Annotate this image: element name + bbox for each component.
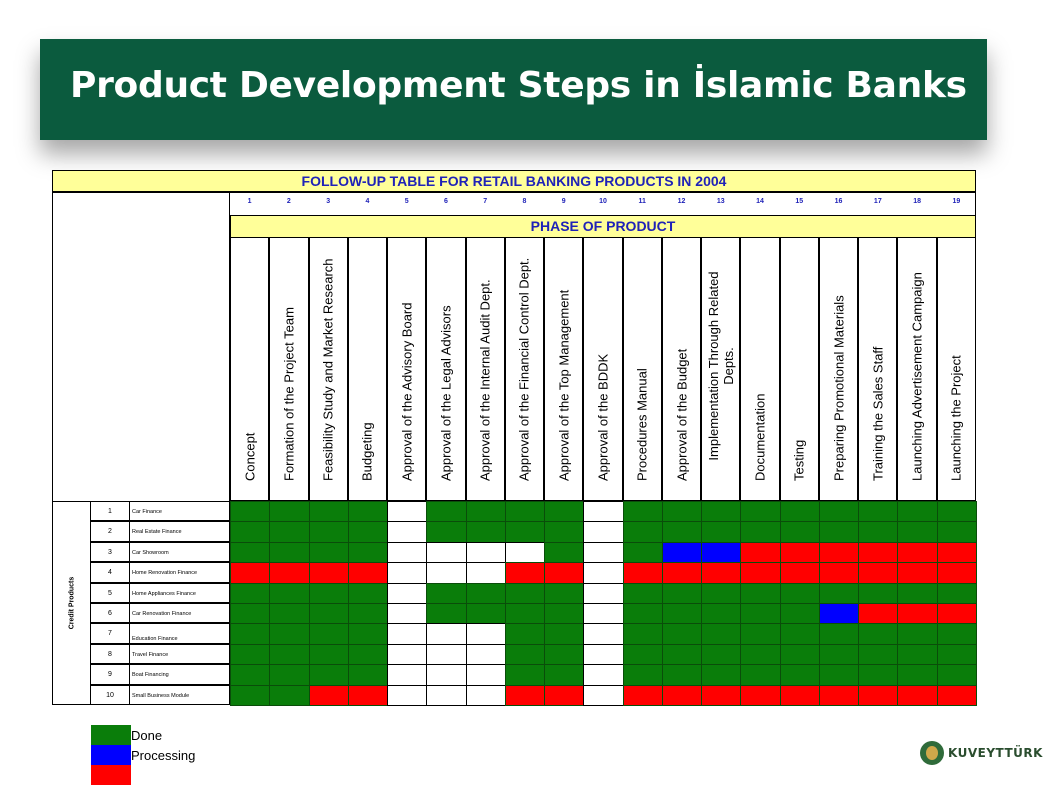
status-cell [309, 562, 349, 583]
row-product-name: Travel Finance [130, 644, 230, 664]
status-cell [740, 685, 780, 706]
status-cell [387, 583, 427, 604]
status-cell [466, 501, 506, 522]
status-cell [544, 603, 584, 624]
status-cell [348, 542, 388, 563]
legend-swatch [91, 765, 131, 785]
status-cell [623, 583, 663, 604]
title-bar [40, 39, 987, 140]
column-header-label: Concept [242, 432, 258, 481]
status-cell [348, 562, 388, 583]
slide-title: Product Development Steps in İslamic Banks [70, 65, 967, 106]
status-cell [819, 583, 859, 604]
status-cell [740, 501, 780, 522]
status-cell [662, 562, 702, 583]
status-cell [426, 501, 466, 522]
status-cell [897, 562, 937, 583]
status-cell [348, 521, 388, 542]
status-cell [426, 644, 466, 665]
status-cell [780, 644, 820, 665]
status-cell [348, 583, 388, 604]
status-cell [937, 664, 977, 685]
status-cell [466, 664, 506, 685]
column-number: 11 [638, 198, 646, 205]
status-cell [662, 685, 702, 706]
status-cell [309, 664, 349, 685]
status-cell [387, 664, 427, 685]
status-cell [662, 603, 702, 624]
row-product-name: Home Renovation Finance [130, 562, 230, 582]
legend-label: Done [131, 728, 163, 743]
column-header-label: Approval of the Budget [674, 348, 690, 481]
column-number: 2 [286, 198, 291, 205]
status-cell [269, 521, 309, 542]
status-cell [897, 664, 937, 685]
column-number: 12 [677, 198, 686, 205]
category-column [52, 501, 91, 705]
status-cell [269, 562, 309, 583]
status-cell [544, 583, 584, 604]
status-cell [937, 521, 977, 542]
column-number: 6 [443, 198, 448, 205]
logo-text: KUVEYTTÜRK [948, 746, 1043, 760]
status-cell [623, 603, 663, 624]
row-product-name: Car Renovation Finance [130, 603, 230, 623]
status-cell [662, 542, 702, 563]
row-number: 3 [91, 542, 130, 562]
status-cell [780, 501, 820, 522]
column-header [505, 238, 544, 501]
status-cell [897, 685, 937, 706]
status-cell [309, 501, 349, 522]
status-cell [858, 623, 898, 644]
status-cell [426, 603, 466, 624]
status-cell [937, 603, 977, 624]
status-cell [583, 562, 623, 583]
row-number: 4 [91, 562, 130, 582]
follow-up-table [52, 170, 976, 705]
row-number: 9 [91, 664, 130, 684]
status-cell [623, 685, 663, 706]
status-cell [701, 603, 741, 624]
column-number: 8 [522, 198, 527, 205]
column-header [701, 238, 740, 501]
status-cell [426, 685, 466, 706]
status-cell [897, 603, 937, 624]
column-number: 15 [795, 198, 804, 205]
status-cell [230, 623, 270, 644]
status-cell [740, 664, 780, 685]
status-cell [426, 562, 466, 583]
status-cell [780, 542, 820, 563]
status-cell [544, 685, 584, 706]
status-cell [858, 542, 898, 563]
column-header [426, 238, 465, 501]
column-number: 16 [834, 198, 843, 205]
status-cell [819, 623, 859, 644]
status-cell [387, 623, 427, 644]
column-header-label: Approval of the Advisory Board [399, 302, 415, 481]
status-cell [309, 521, 349, 542]
column-header-label: Launching Advertisement Campaign [909, 272, 925, 481]
column-header [348, 238, 387, 501]
status-cell [269, 501, 309, 522]
column-header-label: Formation of the Project Team [281, 307, 297, 481]
status-cell [230, 583, 270, 604]
status-cell [937, 562, 977, 583]
status-cell [230, 542, 270, 563]
status-cell [230, 644, 270, 665]
status-cell [701, 623, 741, 644]
status-cell [623, 664, 663, 685]
column-header [662, 238, 701, 501]
status-cell [897, 542, 937, 563]
column-header [897, 238, 936, 501]
status-cell [780, 603, 820, 624]
status-cell [937, 623, 977, 644]
status-cell [466, 623, 506, 644]
status-cell [780, 685, 820, 706]
status-cell [780, 583, 820, 604]
row-number: 6 [91, 603, 130, 623]
status-cell [740, 623, 780, 644]
status-cell [937, 685, 977, 706]
status-cell [387, 644, 427, 665]
status-cell [269, 664, 309, 685]
column-header-label: Preparing Promotional Materials [831, 295, 847, 481]
status-cell [662, 623, 702, 644]
status-cell [897, 644, 937, 665]
status-cell [780, 521, 820, 542]
status-cell [505, 664, 545, 685]
legend-swatch [91, 745, 131, 765]
status-cell [819, 562, 859, 583]
status-cell [544, 501, 584, 522]
status-cell [505, 542, 545, 563]
status-cell [858, 562, 898, 583]
status-cell [387, 603, 427, 624]
column-header [623, 238, 662, 501]
status-cell [858, 685, 898, 706]
row-number: 2 [91, 521, 130, 541]
status-cell [387, 685, 427, 706]
status-cell [269, 644, 309, 665]
status-cell [740, 562, 780, 583]
status-cell [505, 521, 545, 542]
status-cell [937, 583, 977, 604]
status-cell [623, 521, 663, 542]
status-cell [819, 644, 859, 665]
column-header-label: Documentation [752, 393, 768, 481]
status-cell [309, 644, 349, 665]
status-cell [269, 623, 309, 644]
row-number: 1 [91, 501, 130, 521]
status-cell [701, 685, 741, 706]
status-cell [937, 501, 977, 522]
column-header-label: Launching the Project [948, 355, 964, 481]
status-cell [937, 644, 977, 665]
status-cell [544, 623, 584, 644]
status-cell [505, 501, 545, 522]
column-number: 13 [716, 198, 725, 205]
status-cell [819, 685, 859, 706]
status-cell [505, 562, 545, 583]
row-number: 10 [91, 685, 130, 705]
status-cell [780, 562, 820, 583]
legend-item [91, 725, 241, 745]
status-cell [662, 521, 702, 542]
status-cell [426, 583, 466, 604]
status-cell [662, 501, 702, 522]
status-cell [348, 623, 388, 644]
column-number: 9 [561, 198, 566, 205]
column-header [309, 238, 348, 501]
column-number: 18 [913, 198, 921, 205]
status-cell [309, 603, 349, 624]
status-cell [819, 603, 859, 624]
status-cell [583, 521, 623, 542]
status-cell [740, 521, 780, 542]
phase-label: PHASE OF PRODUCT [230, 215, 976, 238]
status-cell [309, 542, 349, 563]
status-cell [269, 583, 309, 604]
table-left-header-area [52, 192, 230, 501]
status-cell [740, 583, 780, 604]
row-product-name: Home Appliances Finance [130, 583, 230, 603]
row-number: 8 [91, 644, 130, 664]
status-cell [858, 501, 898, 522]
status-cell [583, 603, 623, 624]
status-cell [740, 542, 780, 563]
row-product-name: Small Business Module [130, 685, 230, 705]
column-header-label: Approval of the BDDK [595, 353, 611, 481]
column-header [466, 238, 505, 501]
status-cell [426, 542, 466, 563]
status-cell [466, 685, 506, 706]
column-number: 1 [247, 198, 252, 205]
column-header-label: Testing [791, 439, 807, 481]
status-cell [858, 583, 898, 604]
row-product-name: Car Showroom [130, 542, 230, 562]
status-cell [230, 521, 270, 542]
legend-item [91, 765, 241, 785]
column-number: 17 [873, 198, 882, 205]
status-cell [348, 685, 388, 706]
status-cell [426, 521, 466, 542]
column-header [937, 238, 976, 501]
status-cell [583, 542, 623, 563]
column-header [740, 238, 779, 501]
status-cell [583, 685, 623, 706]
status-cell [858, 644, 898, 665]
column-header-label: Approval of the Top Management [556, 289, 572, 481]
status-cell [348, 603, 388, 624]
status-cell [701, 583, 741, 604]
status-cell [623, 562, 663, 583]
status-cell [309, 583, 349, 604]
row-number: 5 [91, 583, 130, 603]
status-cell [505, 583, 545, 604]
status-cell [269, 603, 309, 624]
column-header [387, 238, 426, 501]
status-cell [309, 623, 349, 644]
status-cell [230, 685, 270, 706]
legend-item [91, 745, 241, 765]
row-product-name: Car Finance [130, 501, 230, 521]
status-cell [623, 501, 663, 522]
column-header [858, 238, 897, 501]
status-cell [387, 521, 427, 542]
status-cell [544, 644, 584, 665]
column-header-label: Budgeting [359, 422, 375, 481]
status-cell [387, 562, 427, 583]
status-cell [897, 521, 937, 542]
column-header-label: Training the Sales Staff [870, 346, 886, 481]
status-cell [505, 603, 545, 624]
status-cell [623, 623, 663, 644]
status-cell [544, 542, 584, 563]
status-cell [819, 664, 859, 685]
status-cell [269, 542, 309, 563]
status-cell [858, 664, 898, 685]
column-header [780, 238, 819, 501]
status-cell [897, 623, 937, 644]
column-header [583, 238, 622, 501]
column-number: 7 [483, 198, 488, 205]
status-cell [466, 603, 506, 624]
column-number: 14 [756, 198, 764, 205]
status-cell [662, 583, 702, 604]
status-cell [897, 501, 937, 522]
status-cell [230, 501, 270, 522]
status-cell [583, 644, 623, 665]
category-label: Credit Products [68, 576, 75, 630]
status-cell [701, 562, 741, 583]
status-cell [583, 664, 623, 685]
status-cell [387, 501, 427, 522]
column-number: 5 [404, 198, 409, 205]
status-cell [701, 501, 741, 522]
column-header-label: Procedures Manual [634, 368, 650, 481]
column-header-label: Implementation Through Related Depts. [705, 271, 736, 461]
status-cell [348, 664, 388, 685]
status-cell [309, 685, 349, 706]
status-cell [819, 542, 859, 563]
column-number: 4 [365, 198, 370, 205]
status-cell [426, 623, 466, 644]
status-cell [583, 623, 623, 644]
status-cell [230, 664, 270, 685]
column-header [269, 238, 308, 501]
status-cell [583, 501, 623, 522]
column-header-label: Feasibility Study and Market Research [320, 258, 336, 481]
status-cell [701, 644, 741, 665]
status-cell [230, 562, 270, 583]
column-header-label: Approval of the Internal Audit Dept. [477, 279, 493, 481]
legend-label: Processing [131, 748, 196, 763]
status-cell [466, 542, 506, 563]
column-number: 10 [599, 198, 607, 205]
status-cell [348, 501, 388, 522]
status-cell [662, 644, 702, 665]
row-product-name: Boat Financing [130, 664, 230, 684]
status-cell [701, 542, 741, 563]
status-cell [701, 521, 741, 542]
status-cell [505, 685, 545, 706]
row-product-name: Real Estate Finance [130, 521, 230, 541]
status-cell [897, 583, 937, 604]
column-header [819, 238, 858, 501]
kuveytturk-logo-icon [920, 741, 944, 765]
status-cell [466, 644, 506, 665]
status-cell [819, 521, 859, 542]
status-cell [937, 542, 977, 563]
status-cell [623, 542, 663, 563]
status-cell [740, 644, 780, 665]
status-cell [466, 562, 506, 583]
legend-swatch [91, 725, 131, 745]
status-cell [426, 664, 466, 685]
status-cell [544, 521, 584, 542]
status-cell [544, 562, 584, 583]
column-number: 3 [326, 198, 331, 205]
column-number: 19 [952, 198, 961, 205]
status-cell [230, 603, 270, 624]
status-cell [623, 644, 663, 665]
status-cell [269, 685, 309, 706]
status-cell [505, 623, 545, 644]
status-cell [858, 603, 898, 624]
status-cell [780, 664, 820, 685]
column-header [230, 238, 269, 501]
row-product-name: Education Finance [130, 623, 230, 643]
status-cell [819, 501, 859, 522]
status-cell [701, 664, 741, 685]
status-cell [348, 644, 388, 665]
status-cell [544, 664, 584, 685]
column-header-label: Approval of the Financial Control Dept. [516, 257, 532, 481]
status-cell [583, 583, 623, 604]
status-cell [740, 603, 780, 624]
status-cell [387, 542, 427, 563]
column-header [544, 238, 583, 501]
status-cell [466, 583, 506, 604]
status-cell [505, 644, 545, 665]
status-cell [858, 521, 898, 542]
status-cell [662, 664, 702, 685]
column-header-label: Approval of the Legal Advisors [438, 305, 454, 481]
status-cell [466, 521, 506, 542]
status-cell [780, 623, 820, 644]
table-title: FOLLOW-UP TABLE FOR RETAIL BANKING PRODUCTS IN 2004 [52, 170, 976, 192]
row-number: 7 [91, 623, 130, 643]
